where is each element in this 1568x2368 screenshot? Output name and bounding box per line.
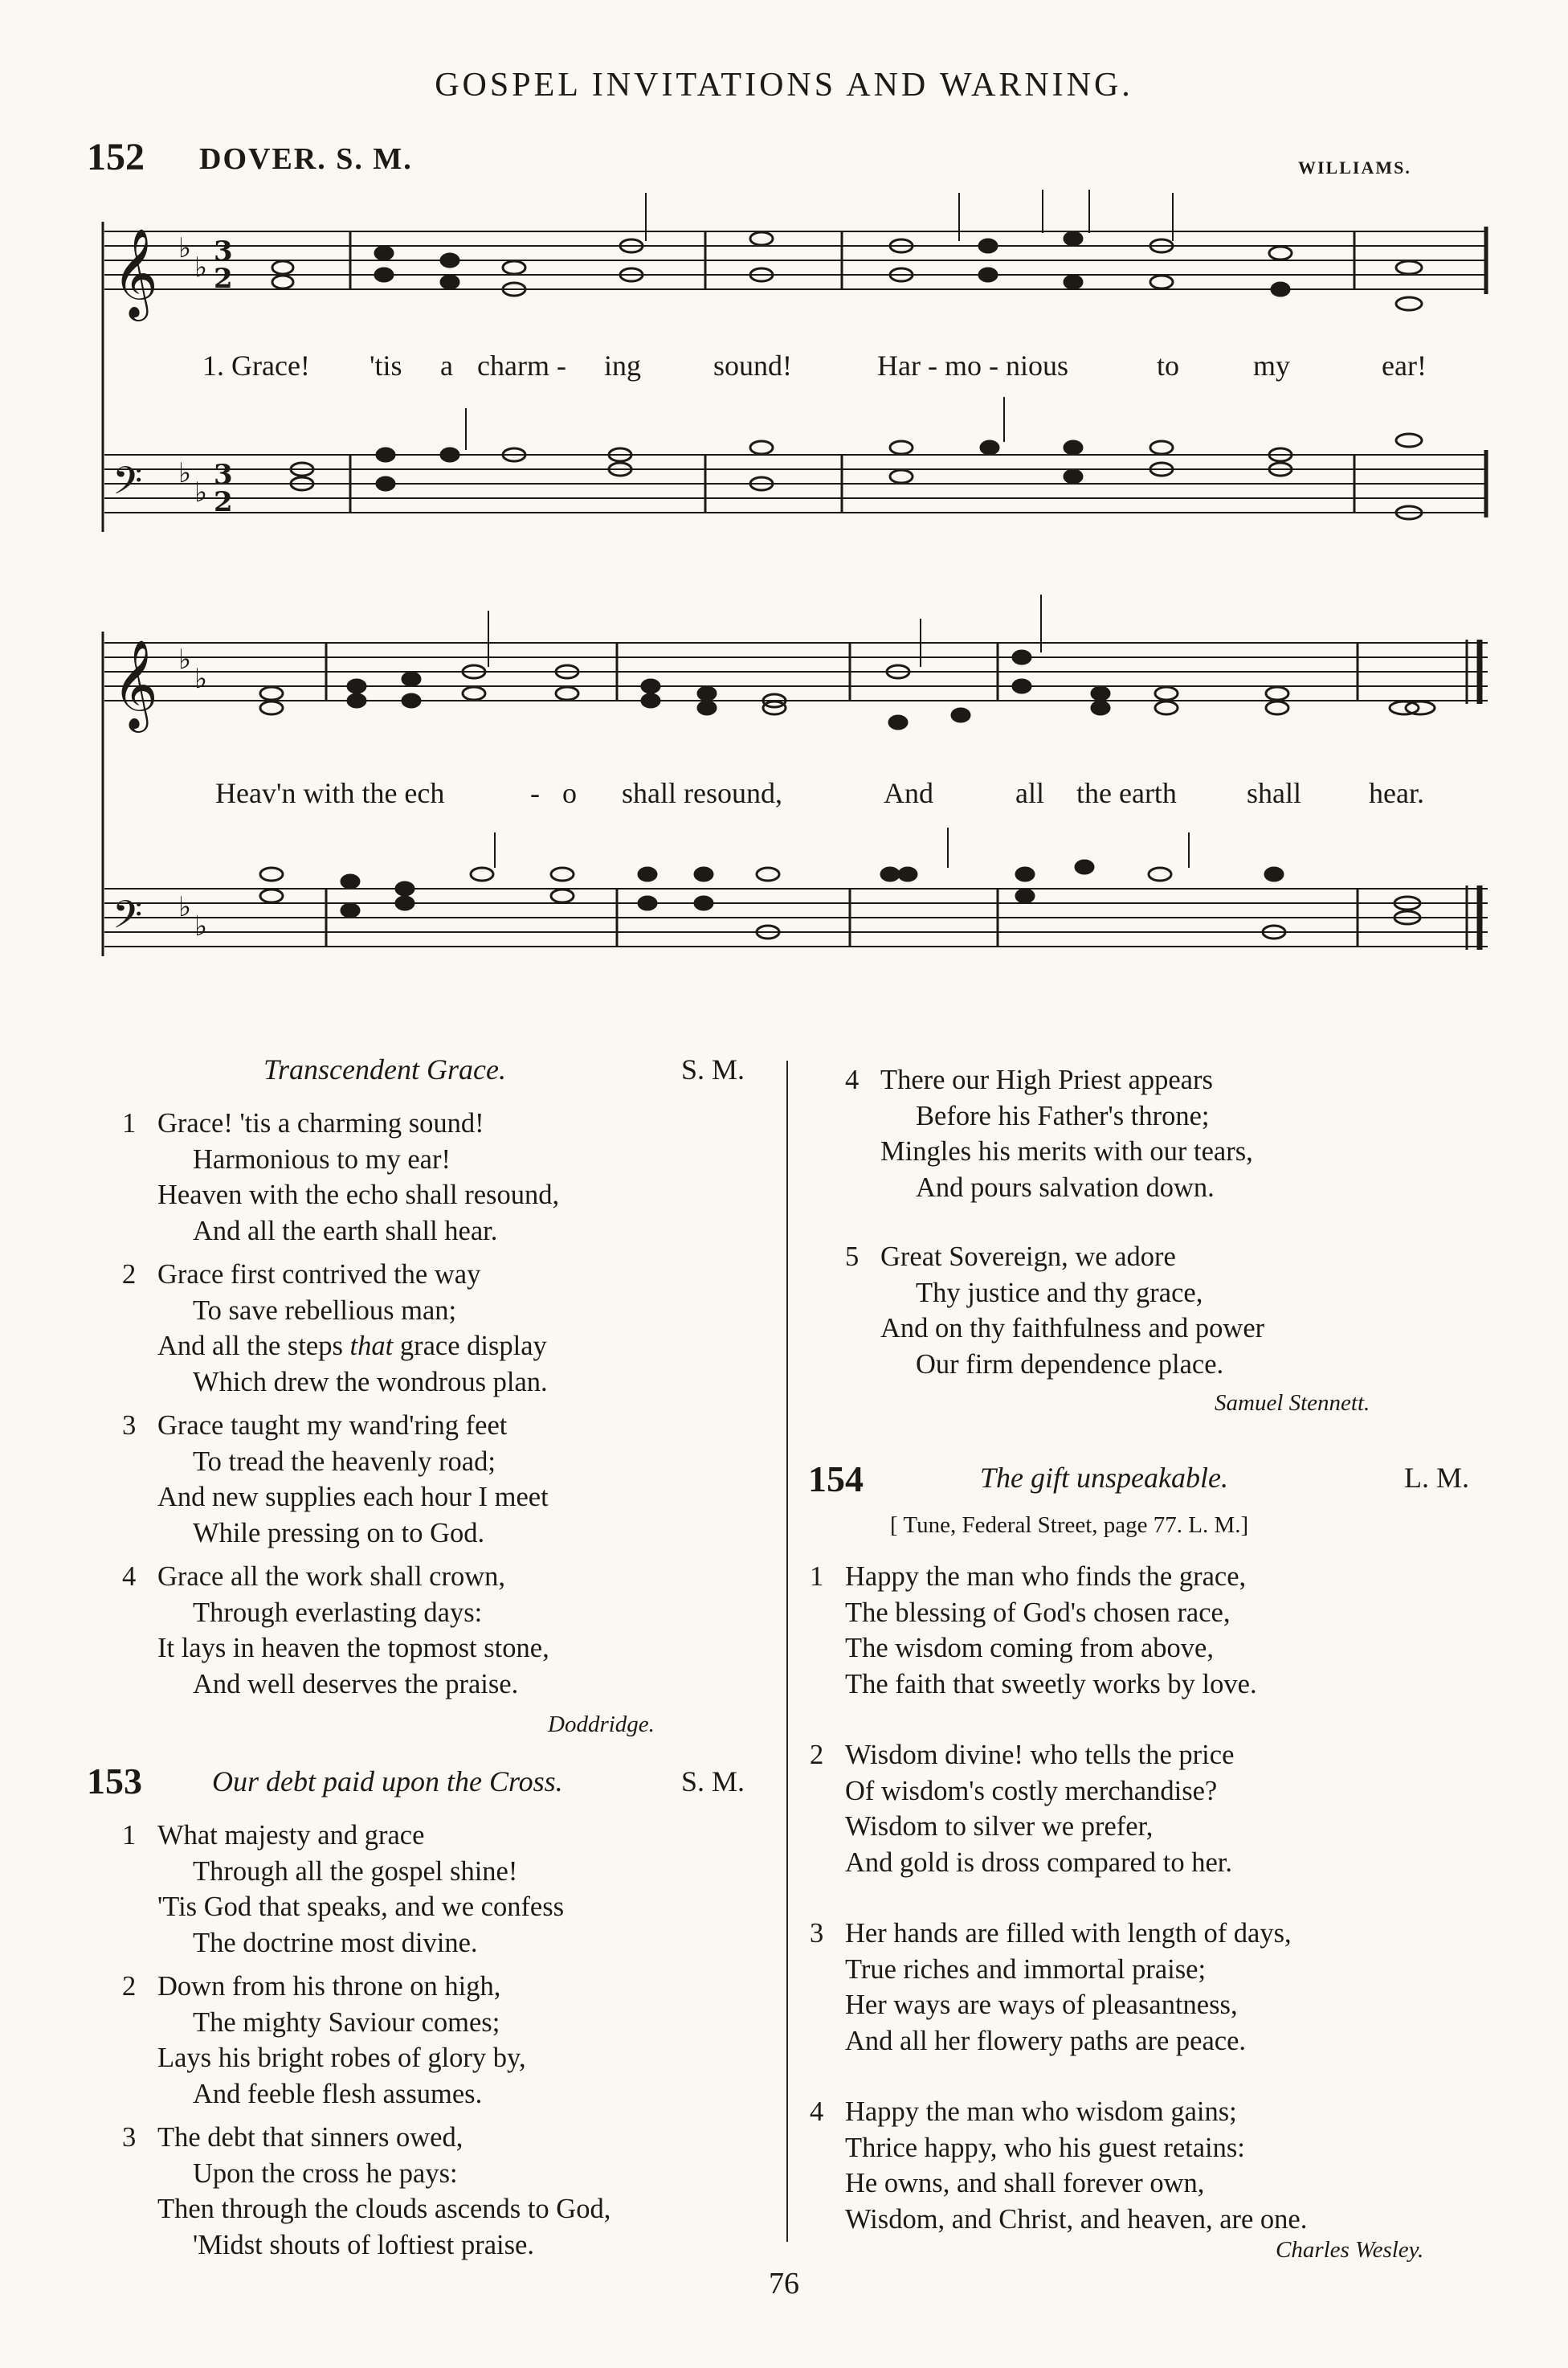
lyric-syllable: hear.: [1369, 777, 1424, 809]
svg-text:3: 3: [214, 459, 233, 491]
stanza: 4 Grace all the work shall crown, Through everlasting days: It lays in heaven the topmost stone, And well deserves the praise.: [122, 1561, 549, 1699]
lyric-syllable: to: [1157, 350, 1180, 382]
hymn-152-text-title: Transcendent Grace.: [263, 1053, 506, 1086]
stanza: 1 Grace! 'tis a charming sound! Harmonious to my ear! Heaven with the echo shall resound, And all the earth shall hear.: [122, 1108, 560, 1246]
svg-text:♭: ♭: [194, 663, 208, 695]
stanza: 2 Grace first contrived the way To save rebellious man; And all the steps that grace display Which drew the wondrous plan.: [122, 1259, 548, 1397]
lyrics-line-2: [0, 776, 1568, 812]
lyric-syllable: 'tis: [370, 350, 402, 382]
lyric-syllable: Har - mo - nious: [877, 350, 1068, 382]
lyric-syllable: shall resound,: [622, 777, 782, 809]
treble-staff-2: [104, 643, 1488, 701]
hymn-153-title: Our debt paid upon the Cross.: [212, 1765, 563, 1797]
stanza: 2 Wisdom divine! who tells the price Of wisdom's costly merchandise? Wisdom to silver we prefer, And gold is dross compared to her.: [810, 1740, 1235, 1878]
hymn-152-tune-name: DOVER. S. M.: [199, 142, 413, 176]
tune-reference: [ Tune, Federal Street, page 77. L. M.]: [890, 1512, 1249, 1538]
lyric-syllable: Heav'n with the ech: [215, 777, 445, 809]
svg-text:𝄞: 𝄞: [112, 639, 158, 729]
page-header: GOSPEL INVITATIONS AND WARNING.: [435, 67, 1133, 104]
treble-clef-icon: 𝄞: [112, 227, 158, 317]
lyric-syllable: And: [884, 777, 933, 809]
svg-text:♭: ♭: [178, 891, 192, 923]
lyric-syllable: ing: [604, 350, 642, 382]
hymn-154-title: The gift unspeakable.: [980, 1462, 1228, 1494]
stanza: 3 Her hands are filled with length of days, True riches and immortal praise; Her ways are ways of pleasantness, And all her flowery paths are peace.: [810, 1918, 1292, 2056]
svg-text:♭: ♭: [194, 252, 208, 284]
time-signature-top: 3: [214, 235, 233, 268]
stanza: 1 Happy the man who finds the grace, The blessing of God's chosen race, The wisdom coming from above, The faith that sweetly works by love.: [810, 1561, 1257, 1699]
lyric-syllable: my: [1253, 350, 1291, 382]
lyric-syllable: a: [440, 350, 453, 382]
lyric-syllable: sound!: [713, 350, 792, 382]
svg-text:♭: ♭: [178, 457, 192, 489]
hymn-153-meter: S. M.: [681, 1765, 745, 1797]
hymn-152-composer: WILLIAMS.: [1298, 157, 1411, 178]
lyric-syllable: charm -: [477, 350, 566, 382]
svg-text:2: 2: [214, 486, 233, 518]
hymn-154-meter: L. M.: [1404, 1462, 1469, 1494]
stanza: 5 Great Sovereign, we adore Thy justice and thy grace, And on thy faithfulness and power Our firm dependence place.: [845, 1241, 1265, 1380]
lyric-syllable: all: [1015, 777, 1044, 809]
stanza: 4 There our High Priest appears Before his Father's throne; Mingles his merits with our tears, And pours salvation down.: [845, 1065, 1253, 1203]
stanza: 3 The debt that sinners owed, Upon the cross he pays: Then through the clouds ascends to God, 'Midst shouts of loftiest praise.: [122, 2122, 611, 2260]
music-score: [0, 0, 1568, 1012]
page-number: 76: [769, 2267, 799, 2301]
notes-system-2: [260, 595, 1435, 939]
hymn-152-number: 152: [87, 136, 145, 178]
lyric-syllable: 1. Grace!: [202, 350, 310, 382]
lyric-syllable: -: [530, 777, 540, 809]
hymn-154-number: 154: [808, 1458, 864, 1499]
lyric-syllable: o: [562, 777, 577, 809]
time-signature-bottom: 2: [214, 263, 233, 295]
stanza: 2 Down from his throne on high, The mighty Saviour comes; Lays his bright robes of glory by, And feeble flesh assumes.: [122, 1971, 526, 2109]
lyric-syllable: shall: [1247, 777, 1301, 809]
author-samuel-stennett: Samuel Stennett.: [1215, 1390, 1370, 1416]
svg-text:♭: ♭: [178, 644, 192, 676]
svg-text:𝄢: 𝄢: [112, 892, 143, 947]
svg-text:♭: ♭: [194, 476, 208, 509]
hymn-152-meter: S. M.: [681, 1053, 745, 1086]
stanza: 4 Happy the man who wisdom gains; Thrice happy, who his guest retains: He owns, and shall forever own, Wisdom, and Christ, and heaven, are one.: [810, 2096, 1308, 2235]
stanza: 1 What majesty and grace Through all the gospel shine! 'Tis God that speaks, and we confess The doctrine most divine.: [122, 1820, 565, 1958]
column-divider: [786, 1061, 788, 2242]
hymn-153-number: 153: [87, 1761, 142, 1802]
lyric-syllable: the earth: [1076, 777, 1177, 809]
stanza: 3 Grace taught my wand'ring feet To tread the heavenly road; And new supplies each hour I meet While pressing on to God.: [122, 1410, 549, 1548]
bass-clef-icon: 𝄢: [112, 458, 143, 513]
flat-icon: ♭: [178, 232, 192, 264]
author-charles-wesley: Charles Wesley.: [1276, 2237, 1424, 2263]
lyrics-line-1: [0, 349, 1568, 384]
author-doddridge: Doddridge.: [548, 1712, 655, 1737]
lyric-syllable: ear!: [1382, 350, 1427, 382]
svg-text:♭: ♭: [194, 910, 208, 943]
